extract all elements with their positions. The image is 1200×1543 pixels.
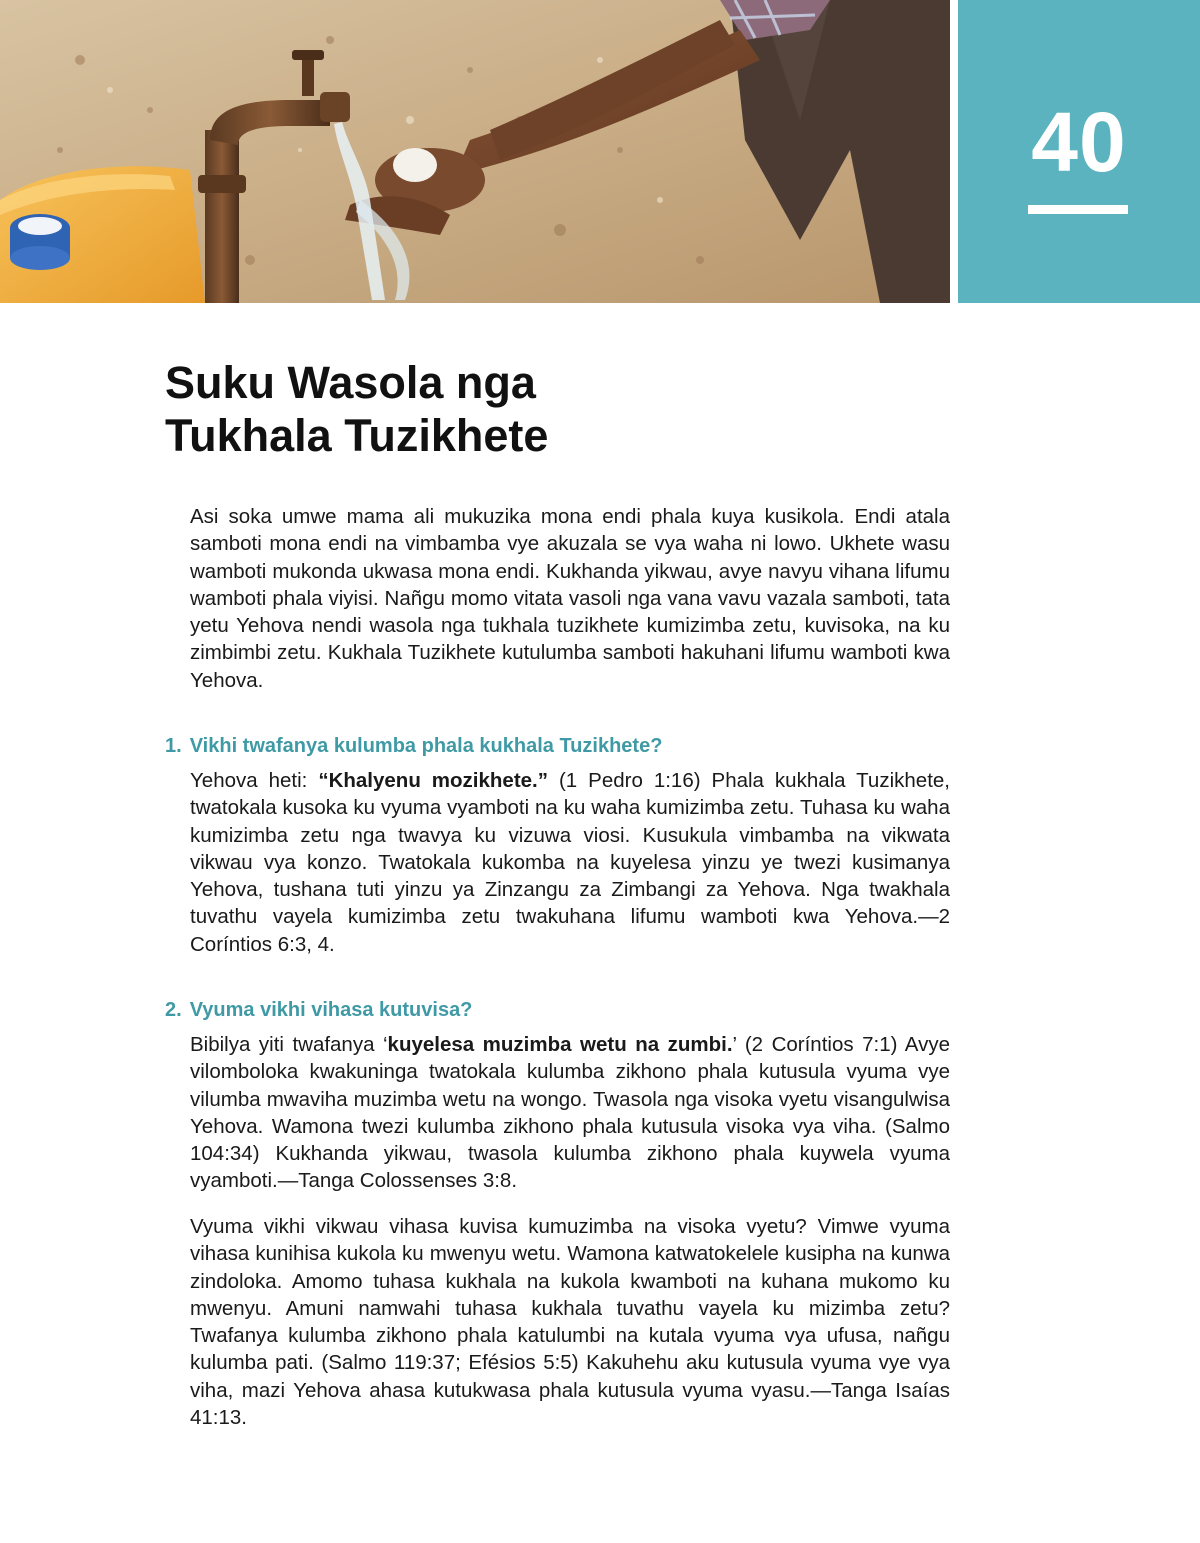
section-2-paragraph-2: Vyuma vikhi vikwau vihasa kuvisa kumuzimba na visoka vyetu? Vimwe vyuma vihasa kunihisa kukola ku mwenyu wetu. Wamona katwatokelele kusipha na kunwa zindoloka. Amomo tuhasa kukhala na kukola kwamboti na kuhana mukomo ku mwenyu. Amuni namwahi tuhasa kukhala tuvathu vayela ku mizimba zetu? Twafanya kulumba zikhono phala katulumbi na kutala vyuma vya ufusa, nañgu kulumba pati. (Salmo 119:37; Efésios 5:5) Kakuhehu aku kutusula vyuma vye vya viha, mazi Yehova ahasa kutukwasa phala kutusula vyuma vyasu.—Tanga Isaías 41:13. <box>190 1215 950 1430</box>
hero-photo <box>0 0 950 303</box>
section-1-question-text: Vikhi twafanya kulumba phala kukhala Tuzikhete? <box>189 735 663 757</box>
lesson-title-line-1: Suku Wasola nga <box>165 357 536 408</box>
intro-paragraph: Asi soka umwe mama ali mukuzika mona endi phala kuya kusikola. Endi atala samboti mona endi na vimbamba vye akuzala se vya waha ni lowo. Ukhete wasu wamboti mukonda ukwasa mona endi. Kukhanda yikwau, avye navyu vihana lifumu wamboti phala viyisi. Nañgu momo vitata vasoli nga vana vavu vazala samboti, tata yetu Yehova nendi wasola nga tukhala tuzikhete kumizimba zetu, kuvisoka, na ku zimbimbi zetu. Kukhala Tuzikhete kutulumba samboti hakuhani lifumu wamboti kwa Yehova. <box>190 505 950 692</box>
lesson-number-underline <box>1028 205 1128 214</box>
section-2-question <box>165 997 472 1023</box>
section-2-paragraph-1-lead: Bibilya yiti twafanya ‘ <box>190 1033 388 1056</box>
lesson-title-line-2: Tukhala Tuzikhete <box>165 410 549 461</box>
section-2-number: 2. <box>165 999 182 1021</box>
section-2-question-text: Vyuma vikhi vihasa kutuvisa? <box>189 999 473 1021</box>
section-1-paragraph-1-lead: Yehova heti: <box>190 769 319 792</box>
section-2-paragraph-1 <box>190 1031 950 1195</box>
lesson-title <box>165 356 548 462</box>
section-1-number: 1. <box>165 735 182 757</box>
section-1-question <box>165 733 662 759</box>
section-1-paragraph-1-emphasis: “Khalyenu mozikhete.” <box>318 769 549 792</box>
section-2-paragraph-1-emphasis: kuyelesa muzimba wetu na zumbi. <box>387 1033 733 1056</box>
hand-washing-illustration <box>0 0 950 303</box>
section-1-paragraph-1 <box>190 767 950 958</box>
section-1-paragraph-1-rest: (1 Pedro 1:16) Phala kukhala Tuzikhete, twatokala kusoka ku vyuma vyamboti na ku waha kumizimba zetu. Tuhasa ku waha kumizimba zetu nga twavya ku vizuwa viosi. Kusukula vimbamba na vikwata vikwau vya konzo. Twatokala kukomba na kuyelesa yinzu ye twezi kusimanya Yehova, tushana tuti yinzu ya Zinzangu za Zimbangi za Yehova. Nga twakhala tuvathu vayela kumizimba zetu twakuhana lifumu wamboti kwa Yehova.—2 Coríntios 6:3, 4. <box>190 769 950 956</box>
section-2-paragraph-1-rest: ’ (2 Coríntios 7:1) Avye vilomboloka kwakuninga twatokala kulumba zikhono phala kutusula vyuma vye vilumba mwaviha muzimba wetu na wongo. Twasola nga visoka vyetu visangulwisa Yehova. Wamona twezi kulumba zikhono phala kutusula visoka vya viha. (Salmo 104:34) Kukhanda yikwau, twasola kulumba zikhono phala kuywela vyuma vyamboti.—Tanga Colossenses 3:8. <box>190 1033 950 1193</box>
lesson-number-tab <box>958 0 1200 303</box>
lesson-number: 40 <box>1031 95 1127 189</box>
